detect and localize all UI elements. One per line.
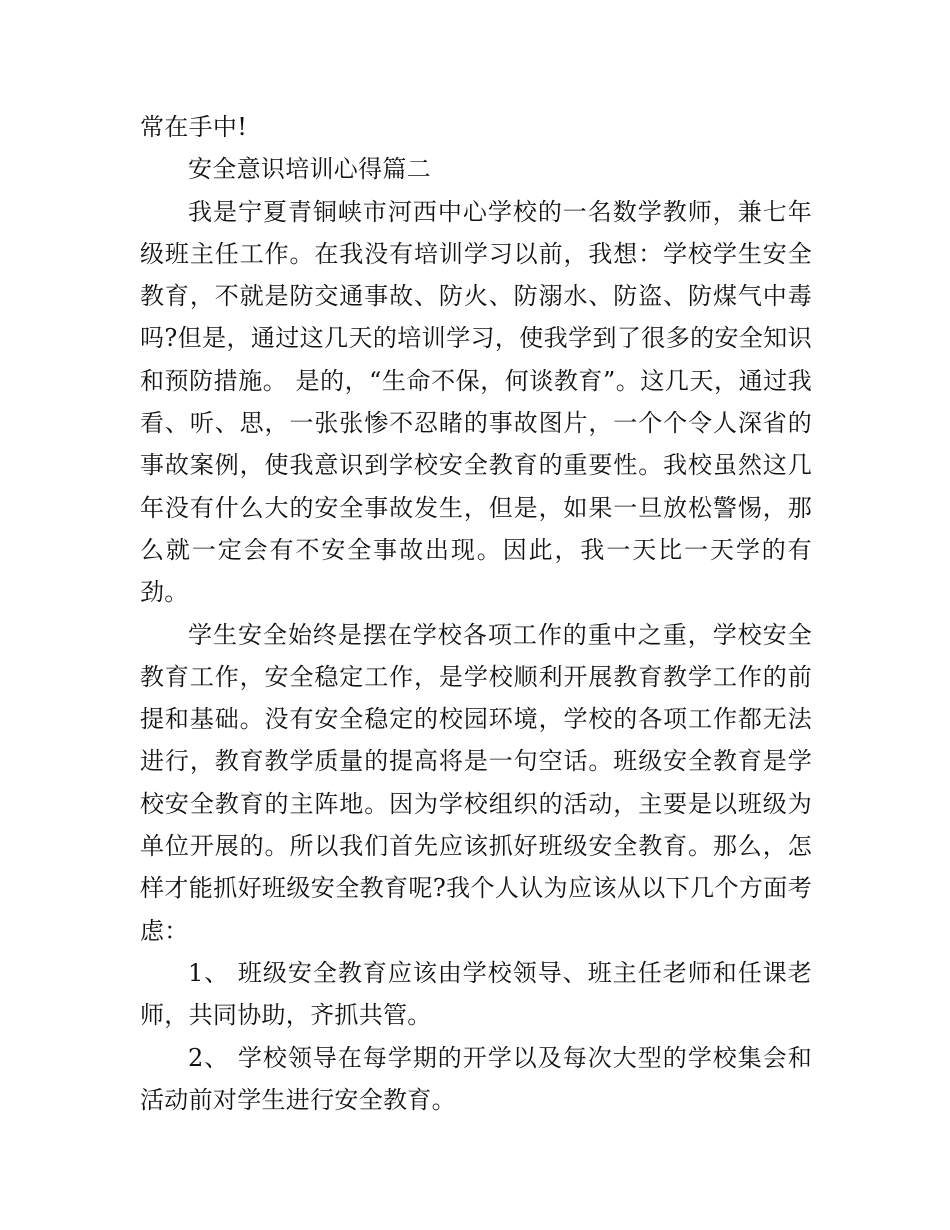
- paragraph-point-1: 1、 班级安全教育应该由学校领导、班主任老师和任课老师，共同协助，齐抓共管。: [140, 958, 812, 1030]
- continuation-line: 常在手中!: [140, 113, 248, 141]
- document-page: [140, 106, 812, 1121]
- section-heading: 安全意识培训心得篇二: [188, 155, 431, 184]
- paragraph-class-safety: 学生安全始终是摆在学校各项工作的重中之重，学校安全教育工作，安全稳定工作，是学校顺利开展教育教学工作的前提和基础。没有安全稳定的校园环境，学校的各项工作都无法进行，教育教学质量的提高将是一句空话。班级安全教育是学校安全教育的主阵地。因为学校组织的活动，主要是以班级为单位开展的。所以我们首先应该抓好班级安全教育。那么，怎样才能抓好班级安全教育呢?我个人认为应该从以下几个方面考虑：: [140, 620, 812, 945]
- paragraph-point-2: 2、 学校领导在每学期的开学以及每次大型的学校集会和活动前对学生进行安全教育。: [140, 1043, 812, 1114]
- paragraph-intro: 我是宁夏青铜峡市河西中心学校的一名数学教师，兼七年级班主任工作。在我没有培训学习以前，我想：学校学生安全教育，不就是防交通事故、防火、防溺水、防盗、防煤气中毒吗?但是，通过这几天的培训学习，使我学到了很多的安全知识和预防措施。 是的，“生命不保，何谈教育”。这几天，通过我看、听、思，一张张惨不忍睹的事故图片，一个个令人深省的事故案例，使我意识到学校安全教育的重要性。我校虽然这几年没有什么大的安全事故发生，但是，如果一旦放松警惕，那么就一定会有不安全事故出现。因此，我一天比一天学的有劲。: [140, 197, 812, 607]
